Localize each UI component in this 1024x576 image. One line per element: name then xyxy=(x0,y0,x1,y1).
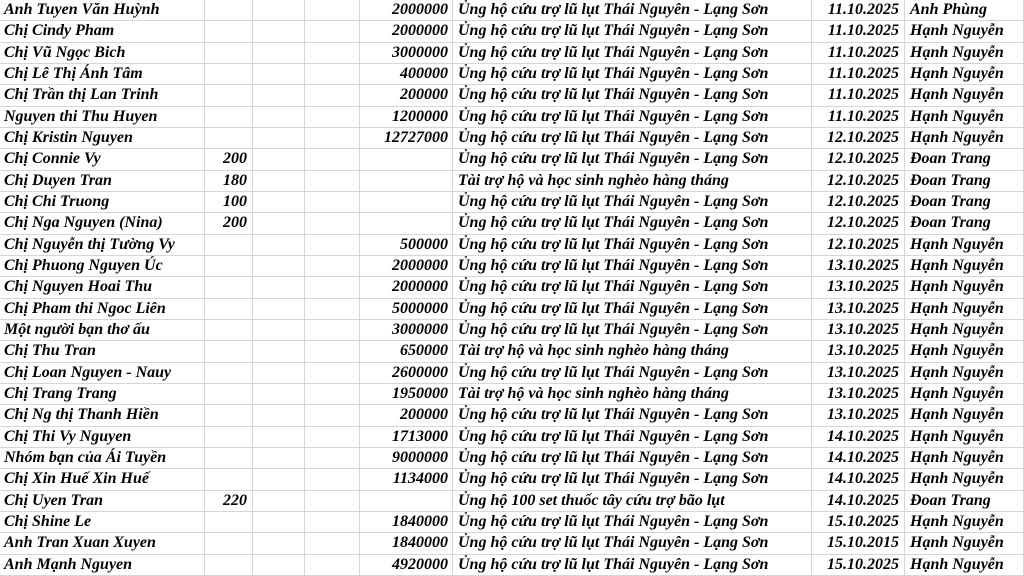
cell-description[interactable]: Ủng hộ cứu trợ lũ lụt Thái Nguyên - Lạng Sơn xyxy=(453,448,812,469)
cell-donor-name[interactable]: Chị Connie Vy xyxy=(0,149,205,170)
cell-empty-d[interactable] xyxy=(305,256,360,277)
cell-date[interactable]: 13.10.2025 xyxy=(812,341,905,362)
cell-description[interactable]: Tài trợ hộ và học sinh nghèo hàng tháng xyxy=(453,341,812,362)
cell-empty-c[interactable] xyxy=(253,341,305,362)
cell-amount[interactable] xyxy=(360,149,453,170)
cell-date[interactable]: 13.10.2025 xyxy=(812,277,905,298)
cell-amount[interactable]: 5000000 xyxy=(360,299,453,320)
cell-recorder[interactable]: Hạnh Nguyễn xyxy=(905,277,1024,298)
cell-empty-d[interactable] xyxy=(305,43,360,64)
cell-description[interactable]: Ủng hộ cứu trợ lũ lụt Thái Nguyên - Lạng Sơn xyxy=(453,256,812,277)
cell-qty[interactable] xyxy=(205,533,253,554)
cell-empty-c[interactable] xyxy=(253,149,305,170)
cell-empty-c[interactable] xyxy=(253,384,305,405)
cell-date[interactable]: 15.10.2025 xyxy=(812,555,905,576)
cell-empty-c[interactable] xyxy=(253,277,305,298)
cell-description[interactable]: Tài trợ hộ và học sinh nghèo hàng tháng xyxy=(453,384,812,405)
cell-amount[interactable]: 2600000 xyxy=(360,363,453,384)
cell-qty[interactable] xyxy=(205,21,253,42)
cell-empty-c[interactable] xyxy=(253,555,305,576)
cell-recorder[interactable]: Hạnh Nguyễn xyxy=(905,469,1024,490)
cell-qty[interactable] xyxy=(205,384,253,405)
cell-qty[interactable]: 200 xyxy=(205,149,253,170)
cell-donor-name[interactable]: Nhóm bạn của Ái Tuyền xyxy=(0,448,205,469)
cell-amount[interactable]: 4920000 xyxy=(360,555,453,576)
cell-recorder[interactable]: Hạnh Nguyễn xyxy=(905,299,1024,320)
cell-recorder[interactable]: Hạnh Nguyễn xyxy=(905,64,1024,85)
cell-empty-d[interactable] xyxy=(305,64,360,85)
cell-qty[interactable] xyxy=(205,320,253,341)
cell-amount[interactable] xyxy=(360,213,453,234)
cell-qty[interactable] xyxy=(205,256,253,277)
cell-amount[interactable] xyxy=(360,171,453,192)
cell-amount[interactable]: 12727000 xyxy=(360,128,453,149)
cell-empty-c[interactable] xyxy=(253,21,305,42)
cell-qty[interactable] xyxy=(205,469,253,490)
cell-empty-c[interactable] xyxy=(253,235,305,256)
cell-qty[interactable] xyxy=(205,363,253,384)
cell-amount[interactable]: 400000 xyxy=(360,64,453,85)
cell-empty-c[interactable] xyxy=(253,533,305,554)
cell-date[interactable]: 13.10.2025 xyxy=(812,363,905,384)
cell-empty-c[interactable] xyxy=(253,128,305,149)
cell-description[interactable]: Ủng hộ cứu trợ lũ lụt Thái Nguyên - Lạng Sơn xyxy=(453,21,812,42)
cell-empty-d[interactable] xyxy=(305,192,360,213)
cell-donor-name[interactable]: Chị Nguyễn thị Tường Vy xyxy=(0,235,205,256)
cell-empty-d[interactable] xyxy=(305,341,360,362)
cell-description[interactable]: Ủng hộ cứu trợ lũ lụt Thái Nguyên - Lạng Sơn xyxy=(453,405,812,426)
cell-date[interactable]: 12.10.2025 xyxy=(812,149,905,170)
cell-date[interactable]: 12.10.2025 xyxy=(812,192,905,213)
cell-amount[interactable]: 1950000 xyxy=(360,384,453,405)
cell-description[interactable]: Ủng hộ cứu trợ lũ lụt Thái Nguyên - Lạng Sơn xyxy=(453,149,812,170)
cell-donor-name[interactable]: Chị Thi Vy Nguyen xyxy=(0,427,205,448)
cell-description[interactable]: Ủng hộ cứu trợ lũ lụt Thái Nguyên - Lạng Sơn xyxy=(453,213,812,234)
cell-date[interactable]: 11.10.2025 xyxy=(812,21,905,42)
cell-empty-d[interactable] xyxy=(305,512,360,533)
cell-qty[interactable] xyxy=(205,427,253,448)
cell-donor-name[interactable]: Chị Uyen Tran xyxy=(0,491,205,512)
cell-donor-name[interactable]: Chị Ng thị Thanh Hiền xyxy=(0,405,205,426)
cell-donor-name[interactable]: Anh Mạnh Nguyen xyxy=(0,555,205,576)
cell-recorder[interactable]: Hạnh Nguyễn xyxy=(905,235,1024,256)
cell-date[interactable]: 15.10.2015 xyxy=(812,533,905,554)
cell-qty[interactable] xyxy=(205,64,253,85)
cell-qty[interactable] xyxy=(205,85,253,106)
cell-empty-d[interactable] xyxy=(305,405,360,426)
cell-empty-d[interactable] xyxy=(305,0,360,21)
cell-date[interactable]: 13.10.2025 xyxy=(812,405,905,426)
cell-donor-name[interactable]: Chị Trang Trang xyxy=(0,384,205,405)
cell-amount[interactable]: 2000000 xyxy=(360,277,453,298)
cell-description[interactable]: Ủng hộ cứu trợ lũ lụt Thái Nguyên - Lạng Sơn xyxy=(453,469,812,490)
cell-description[interactable]: Ủng hộ cứu trợ lũ lụt Thái Nguyên - Lạng Sơn xyxy=(453,128,812,149)
cell-date[interactable]: 14.10.2025 xyxy=(812,469,905,490)
cell-date[interactable]: 12.10.2025 xyxy=(812,171,905,192)
cell-recorder[interactable]: Hạnh Nguyễn xyxy=(905,128,1024,149)
cell-description[interactable]: Ủng hộ cứu trợ lũ lụt Thái Nguyên - Lạng Sơn xyxy=(453,555,812,576)
cell-qty[interactable] xyxy=(205,405,253,426)
cell-recorder[interactable]: Anh Phùng xyxy=(905,0,1024,21)
cell-qty[interactable] xyxy=(205,512,253,533)
cell-donor-name[interactable]: Chị Kristin Nguyen xyxy=(0,128,205,149)
cell-empty-c[interactable] xyxy=(253,213,305,234)
cell-date[interactable]: 14.10.2025 xyxy=(812,448,905,469)
cell-empty-c[interactable] xyxy=(253,469,305,490)
cell-qty[interactable] xyxy=(205,235,253,256)
cell-amount[interactable] xyxy=(360,491,453,512)
cell-description[interactable]: Ủng hộ cứu trợ lũ lụt Thái Nguyên - Lạng Sơn xyxy=(453,320,812,341)
cell-recorder[interactable]: Đoan Trang xyxy=(905,213,1024,234)
cell-recorder[interactable]: Hạnh Nguyễn xyxy=(905,448,1024,469)
cell-description[interactable]: Ủng hộ cứu trợ lũ lụt Thái Nguyên - Lạng Sơn xyxy=(453,192,812,213)
cell-donor-name[interactable]: Chị Pham thi Ngoc Liên xyxy=(0,299,205,320)
cell-description[interactable]: Ủng hộ cứu trợ lũ lụt Thái Nguyên - Lạng Sơn xyxy=(453,363,812,384)
cell-qty[interactable] xyxy=(205,277,253,298)
cell-amount[interactable] xyxy=(360,192,453,213)
cell-donor-name[interactable]: Chị Thu Tran xyxy=(0,341,205,362)
cell-donor-name[interactable]: Chị Phuong Nguyen Úc xyxy=(0,256,205,277)
cell-empty-d[interactable] xyxy=(305,107,360,128)
cell-recorder[interactable]: Hạnh Nguyễn xyxy=(905,341,1024,362)
cell-empty-d[interactable] xyxy=(305,491,360,512)
cell-donor-name[interactable]: Chị Loan Nguyen - Nauy xyxy=(0,363,205,384)
cell-donor-name[interactable]: Chị Xin Huế Xin Huế xyxy=(0,469,205,490)
cell-description[interactable]: Ủng hộ cứu trợ lũ lụt Thái Nguyên - Lạng Sơn xyxy=(453,533,812,554)
cell-recorder[interactable]: Hạnh Nguyễn xyxy=(905,363,1024,384)
cell-empty-c[interactable] xyxy=(253,64,305,85)
cell-date[interactable]: 13.10.2025 xyxy=(812,256,905,277)
cell-recorder[interactable]: Hạnh Nguyễn xyxy=(905,320,1024,341)
cell-amount[interactable]: 1713000 xyxy=(360,427,453,448)
cell-amount[interactable]: 9000000 xyxy=(360,448,453,469)
cell-recorder[interactable]: Hạnh Nguyễn xyxy=(905,427,1024,448)
cell-description[interactable]: Ủng hộ cứu trợ lũ lụt Thái Nguyên - Lạng Sơn xyxy=(453,107,812,128)
cell-recorder[interactable]: Đoan Trang xyxy=(905,192,1024,213)
cell-amount[interactable]: 200000 xyxy=(360,85,453,106)
cell-empty-d[interactable] xyxy=(305,85,360,106)
cell-empty-c[interactable] xyxy=(253,405,305,426)
cell-recorder[interactable]: Hạnh Nguyễn xyxy=(905,85,1024,106)
cell-empty-d[interactable] xyxy=(305,533,360,554)
cell-date[interactable]: 11.10.2025 xyxy=(812,64,905,85)
cell-date[interactable]: 11.10.2025 xyxy=(812,43,905,64)
cell-empty-d[interactable] xyxy=(305,448,360,469)
cell-qty[interactable] xyxy=(205,448,253,469)
cell-description[interactable]: Ủng hộ cứu trợ lũ lụt Thái Nguyên - Lạng Sơn xyxy=(453,299,812,320)
cell-empty-c[interactable] xyxy=(253,171,305,192)
cell-qty[interactable]: 220 xyxy=(205,491,253,512)
cell-description[interactable]: Ủng hộ cứu trợ lũ lụt Thái Nguyên - Lạng Sơn xyxy=(453,64,812,85)
cell-qty[interactable] xyxy=(205,0,253,21)
cell-empty-c[interactable] xyxy=(253,427,305,448)
cell-qty[interactable] xyxy=(205,555,253,576)
cell-qty[interactable] xyxy=(205,128,253,149)
cell-date[interactable]: 12.10.2025 xyxy=(812,235,905,256)
cell-empty-c[interactable] xyxy=(253,0,305,21)
cell-empty-c[interactable] xyxy=(253,43,305,64)
cell-empty-d[interactable] xyxy=(305,235,360,256)
cell-recorder[interactable]: Hạnh Nguyễn xyxy=(905,384,1024,405)
cell-recorder[interactable]: Hạnh Nguyễn xyxy=(905,512,1024,533)
cell-amount[interactable]: 650000 xyxy=(360,341,453,362)
cell-qty[interactable] xyxy=(205,341,253,362)
cell-empty-d[interactable] xyxy=(305,384,360,405)
cell-amount[interactable]: 1200000 xyxy=(360,107,453,128)
cell-empty-d[interactable] xyxy=(305,363,360,384)
cell-recorder[interactable]: Hạnh Nguyễn xyxy=(905,555,1024,576)
cell-donor-name[interactable]: Chị Duyen Tran xyxy=(0,171,205,192)
cell-recorder[interactable]: Đoan Trang xyxy=(905,171,1024,192)
cell-empty-d[interactable] xyxy=(305,320,360,341)
cell-date[interactable]: 11.10.2025 xyxy=(812,85,905,106)
cell-recorder[interactable]: Hạnh Nguyễn xyxy=(905,533,1024,554)
cell-description[interactable]: Ủng hộ 100 set thuốc tây cứu trợ bão lụt xyxy=(453,491,812,512)
cell-date[interactable]: 12.10.2025 xyxy=(812,213,905,234)
cell-date[interactable]: 13.10.2025 xyxy=(812,384,905,405)
cell-amount[interactable]: 1840000 xyxy=(360,533,453,554)
cell-donor-name[interactable]: Anh Tran Xuan Xuyen xyxy=(0,533,205,554)
cell-amount[interactable]: 500000 xyxy=(360,235,453,256)
cell-empty-d[interactable] xyxy=(305,469,360,490)
cell-donor-name[interactable]: Chị Vũ Ngọc Bich xyxy=(0,43,205,64)
cell-donor-name[interactable]: Chị Nguyen Hoai Thu xyxy=(0,277,205,298)
cell-donor-name[interactable]: Anh Tuyen Văn Huỳnh xyxy=(0,0,205,21)
cell-empty-d[interactable] xyxy=(305,555,360,576)
cell-empty-d[interactable] xyxy=(305,21,360,42)
cell-date[interactable]: 15.10.2025 xyxy=(812,512,905,533)
cell-date[interactable]: 14.10.2025 xyxy=(812,427,905,448)
cell-empty-d[interactable] xyxy=(305,128,360,149)
cell-amount[interactable]: 3000000 xyxy=(360,43,453,64)
cell-empty-c[interactable] xyxy=(253,256,305,277)
cell-date[interactable]: 11.10.2025 xyxy=(812,107,905,128)
cell-empty-d[interactable] xyxy=(305,171,360,192)
cell-qty[interactable]: 200 xyxy=(205,213,253,234)
cell-donor-name[interactable]: Nguyen thi Thu Huyen xyxy=(0,107,205,128)
cell-empty-c[interactable] xyxy=(253,299,305,320)
cell-empty-c[interactable] xyxy=(253,512,305,533)
cell-empty-c[interactable] xyxy=(253,491,305,512)
cell-date[interactable]: 12.10.2025 xyxy=(812,128,905,149)
cell-empty-d[interactable] xyxy=(305,299,360,320)
cell-donor-name[interactable]: Chị Shine Le xyxy=(0,512,205,533)
cell-empty-c[interactable] xyxy=(253,320,305,341)
cell-donor-name[interactable]: Một người bạn thơ ấu xyxy=(0,320,205,341)
cell-empty-c[interactable] xyxy=(253,192,305,213)
cell-amount[interactable]: 200000 xyxy=(360,405,453,426)
cell-description[interactable]: Ủng hộ cứu trợ lũ lụt Thái Nguyên - Lạng Sơn xyxy=(453,0,812,21)
cell-description[interactable]: Ủng hộ cứu trợ lũ lụt Thái Nguyên - Lạng Sơn xyxy=(453,277,812,298)
cell-description[interactable]: Ủng hộ cứu trợ lũ lụt Thái Nguyên - Lạng Sơn xyxy=(453,85,812,106)
cell-recorder[interactable]: Hạnh Nguyễn xyxy=(905,43,1024,64)
cell-donor-name[interactable]: Chị Cindy Pham xyxy=(0,21,205,42)
cell-description[interactable]: Ủng hộ cứu trợ lũ lụt Thái Nguyên - Lạng Sơn xyxy=(453,512,812,533)
cell-date[interactable]: 11.10.2025 xyxy=(812,0,905,21)
cell-empty-d[interactable] xyxy=(305,427,360,448)
cell-empty-d[interactable] xyxy=(305,149,360,170)
cell-recorder[interactable]: Đoan Trang xyxy=(905,149,1024,170)
cell-amount[interactable]: 1840000 xyxy=(360,512,453,533)
cell-qty[interactable]: 180 xyxy=(205,171,253,192)
cell-qty[interactable] xyxy=(205,43,253,64)
cell-donor-name[interactable]: Chị Trần thị Lan Trinh xyxy=(0,85,205,106)
cell-recorder[interactable]: Đoan Trang xyxy=(905,491,1024,512)
cell-empty-c[interactable] xyxy=(253,448,305,469)
cell-donor-name[interactable]: Chị Lê Thị Ánh Tâm xyxy=(0,64,205,85)
cell-recorder[interactable]: Hạnh Nguyễn xyxy=(905,107,1024,128)
cell-recorder[interactable]: Hạnh Nguyễn xyxy=(905,21,1024,42)
cell-qty[interactable] xyxy=(205,299,253,320)
cell-description[interactable]: Ủng hộ cứu trợ lũ lụt Thái Nguyên - Lạng Sơn xyxy=(453,427,812,448)
cell-recorder[interactable]: Hạnh Nguyễn xyxy=(905,256,1024,277)
cell-amount[interactable]: 2000000 xyxy=(360,256,453,277)
cell-amount[interactable]: 2000000 xyxy=(360,21,453,42)
cell-qty[interactable]: 100 xyxy=(205,192,253,213)
cell-donor-name[interactable]: Chị Chi Truong xyxy=(0,192,205,213)
cell-empty-c[interactable] xyxy=(253,363,305,384)
cell-empty-c[interactable] xyxy=(253,107,305,128)
cell-description[interactable]: Ủng hộ cứu trợ lũ lụt Thái Nguyên - Lạng Sơn xyxy=(453,43,812,64)
cell-donor-name[interactable]: Chị Nga Nguyen (Nina) xyxy=(0,213,205,234)
cell-amount[interactable]: 2000000 xyxy=(360,0,453,21)
cell-date[interactable]: 13.10.2025 xyxy=(812,299,905,320)
cell-amount[interactable]: 1134000 xyxy=(360,469,453,490)
cell-description[interactable]: Ủng hộ cứu trợ lũ lụt Thái Nguyên - Lạng Sơn xyxy=(453,235,812,256)
cell-recorder[interactable]: Hạnh Nguyễn xyxy=(905,405,1024,426)
cell-qty[interactable] xyxy=(205,107,253,128)
cell-empty-c[interactable] xyxy=(253,85,305,106)
cell-amount[interactable]: 3000000 xyxy=(360,320,453,341)
cell-date[interactable]: 14.10.2025 xyxy=(812,491,905,512)
cell-empty-d[interactable] xyxy=(305,277,360,298)
cell-empty-d[interactable] xyxy=(305,213,360,234)
cell-date[interactable]: 13.10.2025 xyxy=(812,320,905,341)
cell-description[interactable]: Tài trợ hộ và học sinh nghèo hàng tháng xyxy=(453,171,812,192)
